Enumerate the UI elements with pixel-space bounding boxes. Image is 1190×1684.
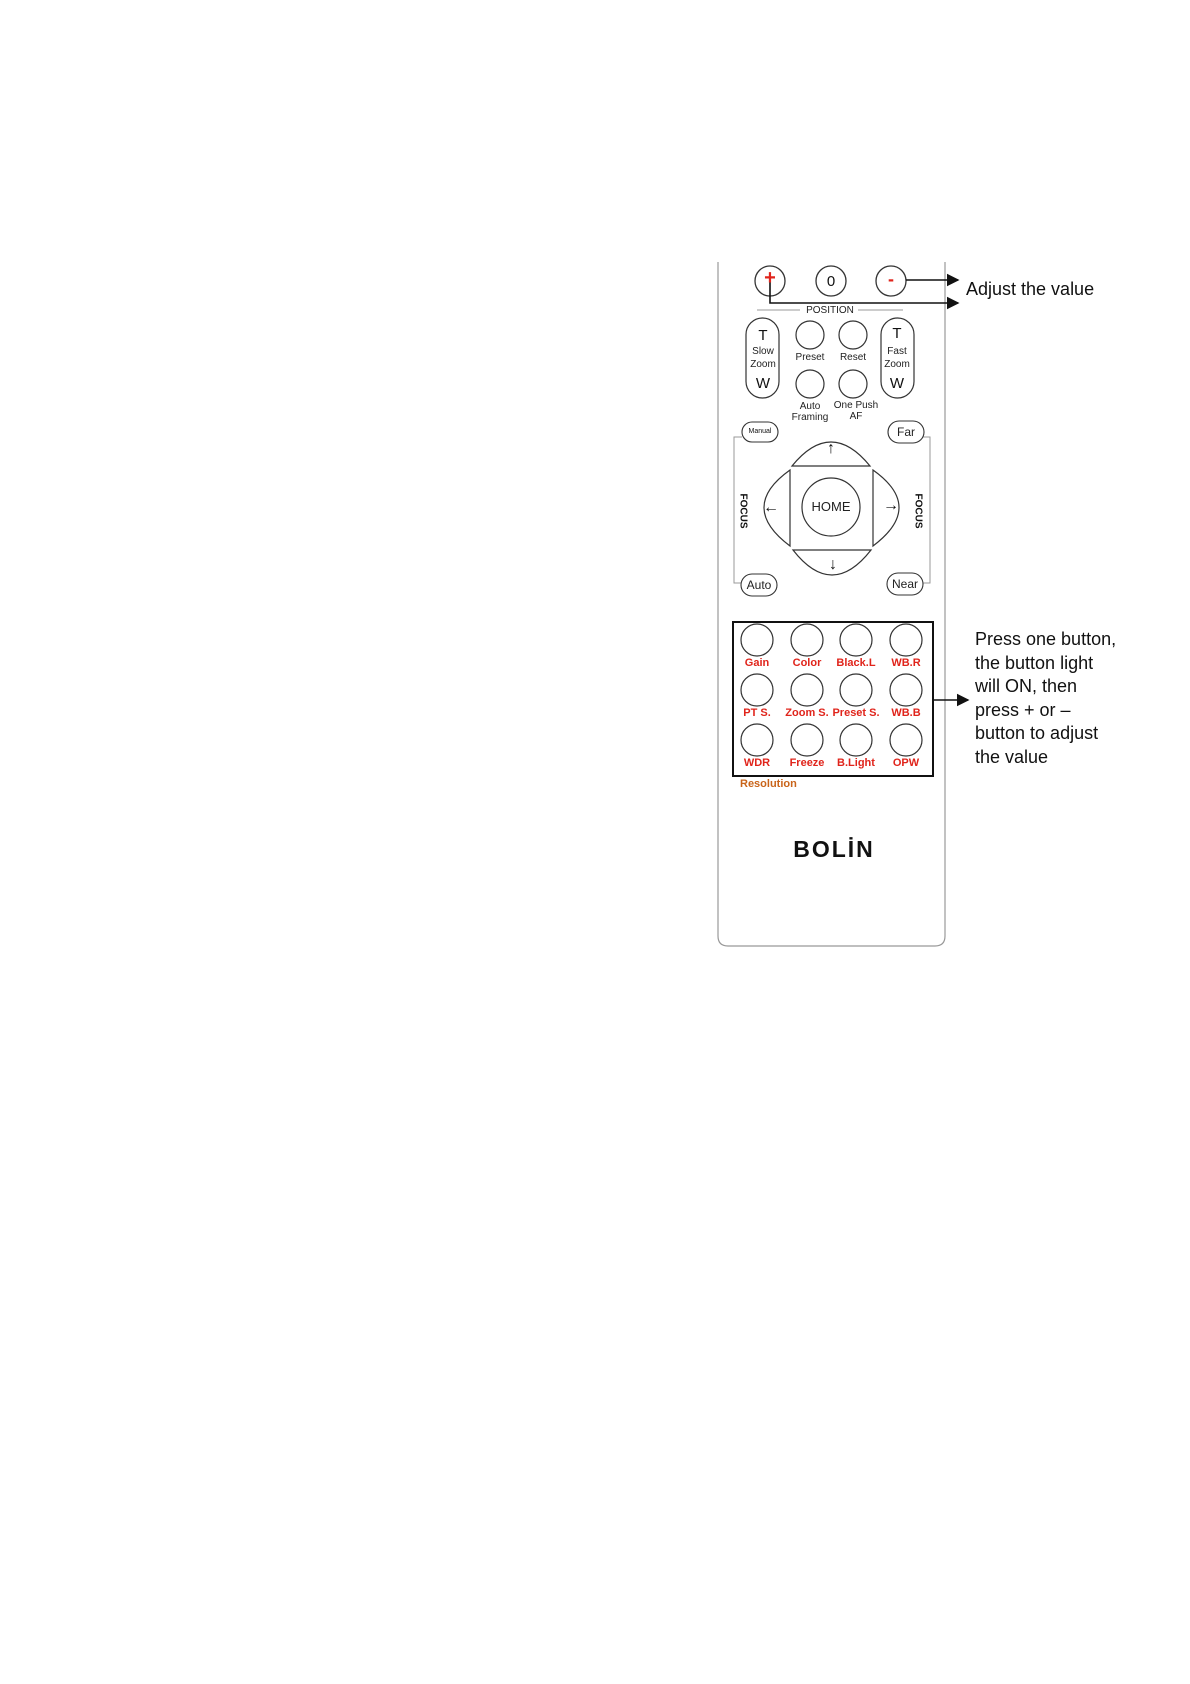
- function-button[interactable]: [791, 624, 823, 656]
- preset-label: Preset: [795, 352, 825, 363]
- minus-label: -: [888, 269, 894, 289]
- focus-label-right: FOCUS: [912, 493, 924, 529]
- function-button[interactable]: [890, 624, 922, 656]
- plus-label: +: [764, 267, 776, 289]
- far-label: Far: [897, 425, 915, 439]
- slow-zoom-w: W: [755, 375, 771, 392]
- fast-zoom-label-1: Fast: [887, 346, 907, 357]
- function-button[interactable]: [791, 724, 823, 756]
- one-push-label-1: One Push: [833, 400, 879, 411]
- function-button-label: WB.B: [891, 707, 921, 719]
- slow-zoom-label-1: Slow: [752, 346, 774, 357]
- function-button-label: Black.L: [836, 657, 876, 669]
- function-button[interactable]: [890, 674, 922, 706]
- slow-zoom-t: T: [758, 327, 768, 344]
- right-arrow-icon: →: [883, 497, 899, 514]
- fast-zoom-w: W: [889, 375, 905, 392]
- up-arrow-icon: ↑: [827, 440, 835, 457]
- reset-button: [839, 321, 867, 349]
- function-button-label: Gain: [744, 657, 770, 669]
- function-button-label: Freeze: [789, 757, 825, 769]
- function-button-label: OPW: [892, 757, 920, 769]
- function-button-label: B.Light: [837, 757, 875, 769]
- resolution-label: Resolution: [740, 778, 797, 790]
- press-callout-line: the button light: [975, 652, 1094, 673]
- auto-label: Auto: [746, 578, 772, 592]
- function-button[interactable]: [890, 724, 922, 756]
- function-button-label: Preset S.: [832, 707, 880, 719]
- down-arrow-icon: ↓: [829, 556, 837, 573]
- bolin-logo: BOLİN: [793, 836, 875, 862]
- home-label: HOME: [811, 499, 851, 514]
- fast-zoom-t: T: [892, 325, 902, 342]
- press-callout-line: button to adjust: [975, 723, 1099, 743]
- function-button-label: Color: [792, 657, 822, 669]
- function-button-label: Zoom S.: [785, 707, 829, 719]
- function-button-label: PT S.: [743, 707, 771, 719]
- preset-button: [796, 321, 824, 349]
- one-push-label-2: AF: [849, 411, 863, 422]
- slow-zoom-label-2: Zoom: [750, 359, 776, 370]
- function-button[interactable]: [840, 624, 872, 656]
- function-button[interactable]: [791, 674, 823, 706]
- press-callout: [975, 628, 1116, 769]
- one-push-af-button: [839, 370, 867, 398]
- function-button[interactable]: [840, 674, 872, 706]
- press-callout-line: will ON, then: [975, 676, 1078, 696]
- function-button[interactable]: [741, 624, 773, 656]
- auto-framing-label-2: Framing: [791, 412, 829, 423]
- position-label: POSITION: [806, 305, 854, 316]
- function-button-label: WDR: [743, 757, 771, 769]
- press-callout-line: press + or –: [975, 699, 1071, 720]
- near-label: Near: [891, 577, 919, 591]
- press-callout-line: the value: [975, 746, 1049, 767]
- fast-zoom-label-2: Zoom: [884, 359, 910, 370]
- function-button[interactable]: [741, 724, 773, 756]
- left-arrow-icon: ←: [763, 499, 779, 516]
- reset-label: Reset: [839, 352, 867, 363]
- press-callout-line: Press one button,: [975, 629, 1117, 649]
- focus-label-left: FOCUS: [737, 493, 749, 529]
- auto-framing-button: [796, 370, 824, 398]
- zero-label: 0: [826, 273, 836, 290]
- function-button[interactable]: [840, 724, 872, 756]
- auto-framing-label-1: Auto: [799, 401, 821, 412]
- manual-label: Manual: [748, 428, 772, 435]
- adjust-callout: Adjust the value: [966, 279, 1095, 299]
- function-button-label: WB.R: [891, 657, 921, 669]
- function-button[interactable]: [741, 674, 773, 706]
